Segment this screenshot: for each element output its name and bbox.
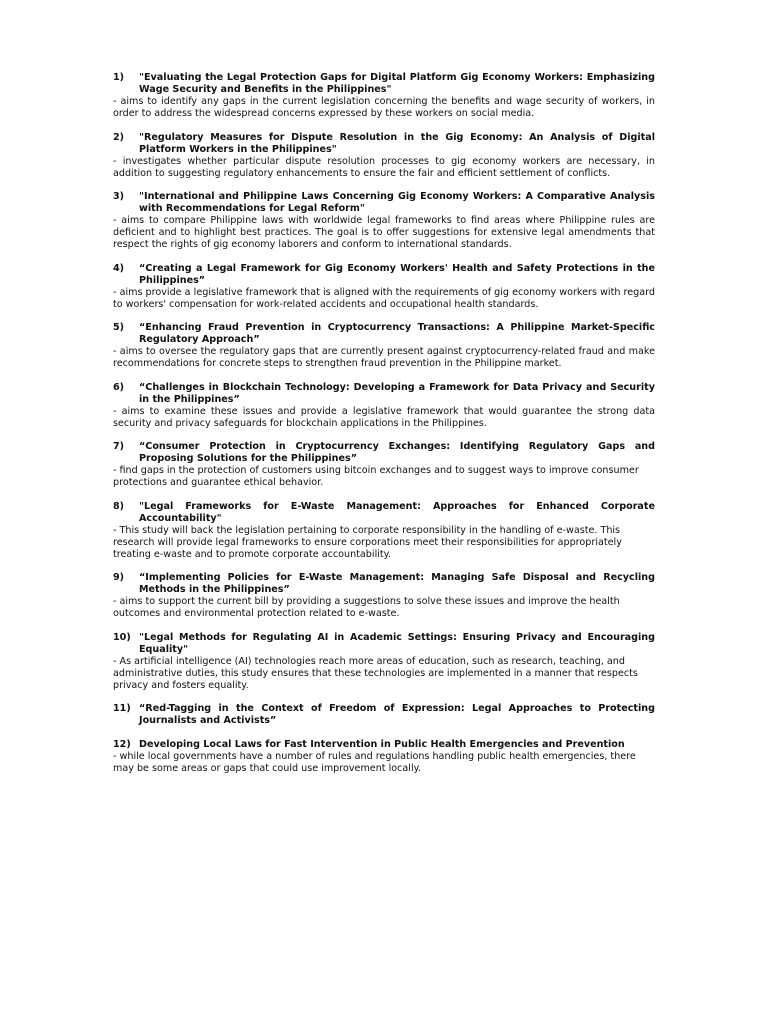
item-number: 6) — [113, 381, 125, 393]
item-title-row — [113, 572, 655, 596]
list-item — [113, 132, 655, 180]
item-description: - aims to support the current bill by providing a suggestions to solve these issues and improve the health outcomes and environmental protection related to e-waste. — [113, 596, 620, 619]
list-item — [113, 441, 655, 489]
list-item — [113, 263, 655, 311]
list-item — [113, 382, 655, 430]
list-item — [113, 632, 655, 692]
item-number: 2) — [113, 131, 125, 143]
item-title-row — [113, 72, 655, 96]
item-description: - As artificial intelligence (AI) technologies reach more areas of education, such as research, teaching, and administrative duties, this study ensures that these technologies are implemented in a manner that respects privacy and fosters equality. — [113, 655, 638, 691]
item-description: - find gaps in the protection of customers using bitcoin exchanges and to suggest ways to improve consumer protections and guarantee ethical behavior. — [113, 465, 639, 488]
list-item — [113, 501, 655, 561]
item-title: “Implementing Policies for E-Waste Management: Managing Safe Disposal and Recycling Methods in the Philippines” — [139, 572, 655, 595]
item-title-row — [113, 322, 655, 346]
list-item — [113, 72, 655, 120]
item-title: "Evaluating the Legal Protection Gaps for Digital Platform Gig Economy Workers: Emphasizing Wage Security and Benefits in the Philippines" — [139, 72, 655, 95]
item-number: 1) — [113, 72, 125, 83]
research-topics-list — [113, 72, 655, 775]
list-item — [113, 322, 655, 370]
item-title-row — [113, 501, 655, 525]
item-number: 10) — [113, 631, 131, 643]
item-number: 9) — [113, 572, 125, 583]
item-number: 4) — [113, 262, 125, 274]
item-description: - investigates whether particular dispute resolution processes to gig economy workers are necessary, in addition to suggesting regulatory enhancements to ensure the fair and efficient settlement of conflicts. — [113, 155, 655, 179]
item-title-row — [113, 263, 655, 287]
item-description: - aims to compare Philippine laws with worldwide legal frameworks to find areas where Philippine rules are deficient and to highlight best practices. The goal is to offer suggestions for extensive legal amendments that respect the rights of gig economy laborers and conform to international standards. — [113, 215, 655, 250]
item-title-row — [113, 703, 655, 727]
list-item — [113, 739, 655, 775]
item-title-row — [113, 382, 655, 406]
item-title: Developing Local Laws for Fast Intervention in Public Health Emergencies and Prevention — [139, 738, 625, 750]
item-description: - aims to examine these issues and provide a legislative framework that would guarantee the strong data security and privacy safeguards for blockchain applications in the Philippines. — [113, 405, 655, 429]
item-number: 3) — [113, 191, 125, 202]
item-title-row — [113, 191, 655, 215]
item-title: “Creating a Legal Framework for Gig Economy Workers' Health and Safety Protections in the Philippines” — [139, 262, 655, 286]
item-description: - aims to oversee the regulatory gaps that are currently present against cryptocurrency-related fraud and make recommendations for concrete steps to strengthen fraud prevention in the Philippine market. — [113, 346, 655, 369]
item-number: 5) — [113, 322, 125, 333]
item-description: - aims provide a legislative framework that is aligned with the requirements of gig economy workers with regard to workers' compensation for work-related accidents and occupational health standards. — [113, 286, 655, 310]
item-description: - aims to identify any gaps in the current legislation concerning the benefits and wage security of workers, in order to address the widespread concerns expressed by these workers on social media. — [113, 96, 655, 119]
item-title: "International and Philippine Laws Concerning Gig Economy Workers: A Comparative Analysis with Recommendations for Legal Reform" — [139, 191, 655, 214]
item-title: "Legal Methods for Regulating AI in Academic Settings: Ensuring Privacy and Encouraging Equality" — [139, 631, 655, 655]
list-item — [113, 703, 655, 727]
item-number: 11) — [113, 703, 131, 714]
item-number: 8) — [113, 500, 125, 512]
item-title: "Regulatory Measures for Dispute Resolution in the Gig Economy: An Analysis of Digital Platform Workers in the Philippines" — [139, 131, 655, 155]
item-title: “Challenges in Blockchain Technology: Developing a Framework for Data Privacy and Security in the Philippines” — [139, 381, 655, 405]
item-title: “Red-Tagging in the Context of Freedom of Expression: Legal Approaches to Protecting Journalists and Activists” — [139, 703, 655, 726]
list-item — [113, 572, 655, 620]
item-number: 7) — [113, 441, 125, 452]
item-title: "Legal Frameworks for E-Waste Management: Approaches for Enhanced Corporate Accountability" — [139, 500, 655, 524]
item-title-row — [113, 632, 655, 656]
item-title-row — [113, 132, 655, 156]
item-description: - This study will back the legislation pertaining to corporate responsibility in the handling of e-waste. This research will provide legal frameworks to ensure corporations meet their responsibilities for appropriately treating e-waste and to promote corporate accountability. — [113, 524, 622, 560]
item-title-row — [113, 441, 655, 465]
item-title: “Consumer Protection in Cryptocurrency Exchanges: Identifying Regulatory Gaps and Proposing Solutions for the Philippines” — [139, 441, 655, 464]
item-number: 12) — [113, 738, 131, 750]
list-item — [113, 191, 655, 251]
item-title: “Enhancing Fraud Prevention in Cryptocurrency Transactions: A Philippine Market-Specific Regulatory Approach” — [139, 322, 655, 345]
item-description: - while local governments have a number of rules and regulations handling public health emergencies, there may be some areas or gaps that could use improvement locally. — [113, 750, 636, 774]
item-title-row — [113, 739, 655, 751]
